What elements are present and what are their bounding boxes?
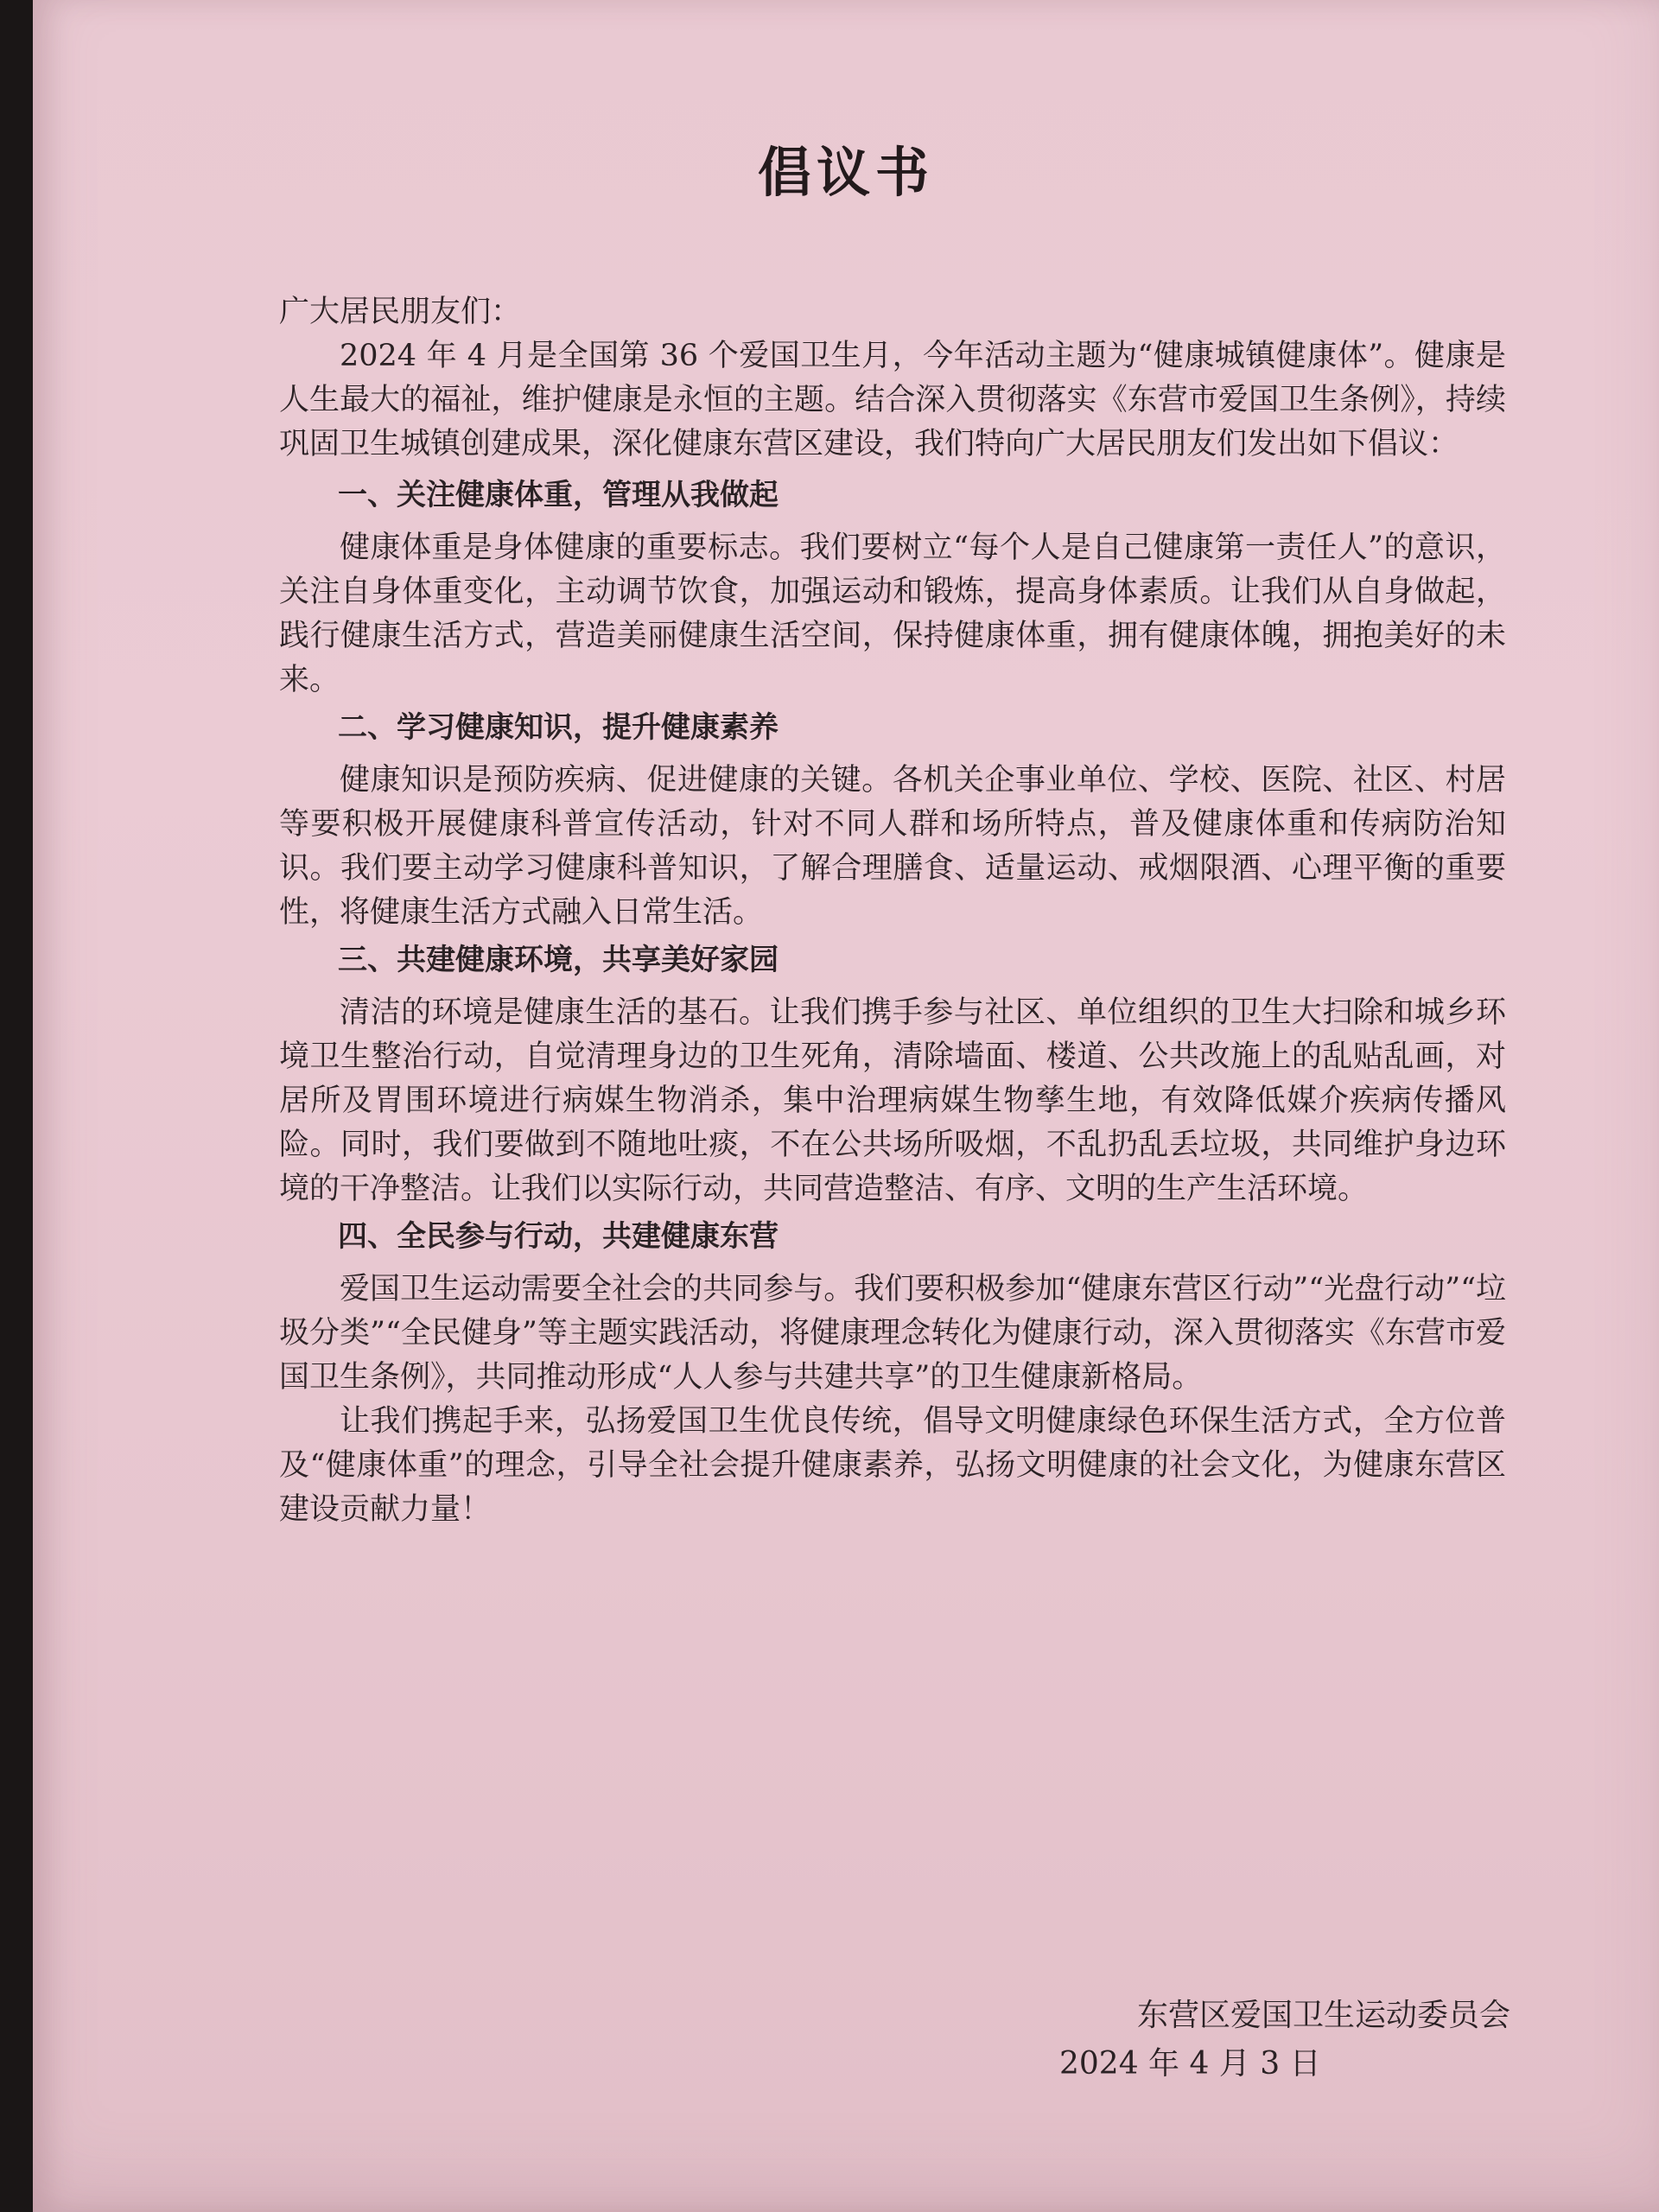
signature-date: 2024 年 4 月 3 日 [1059,2046,1321,2082]
document-body [279,290,1506,1532]
section-heading-3: 三、共建健康环境，共享美好家园 [338,943,779,977]
section-paragraph-2: 健康知识是预防疾病、促进健康的关键。各机关企事业单位、学校、医院、社区、村居等要积极开展健康科普宣传活动，针对不同人群和场所特点，普及健康体重和传病防治知识。我们要主动学习健康科普知识，了解合理膳食、适量运动、戒烟限酒、心理平衡的重要性，将健康生活方式融入日常生活。 [279,763,1506,930]
document-page [33,0,1659,2212]
section-paragraph-4: 爱国卫生运动需要全社会的共同参与。我们要积极参加“健康东营区行动”“光盘行动”“垃圾分类”“全民健身”等主题实践活动，将健康理念转化为健康行动，深入贯彻落实《东营市爱国卫生条例》，共同推动形成“人人参与共建共享”的卫生健康新格局。 [279,1272,1506,1395]
document-title: 倡议书 [757,141,934,204]
section-paragraph-1: 健康体重是身体健康的重要标志。我们要树立“每个人是自己健康第一责任人”的意识，关注自身体重变化，主动调节饮食，加强运动和锻炼，提高身体素质。让我们从自身做起，践行健康生活方式，营造美丽健康生活空间，保持健康体重，拥有健康体魄，拥抱美好的未来。 [279,531,1506,697]
greeting: 广大居民朋友们： [279,295,522,329]
section-heading-1: 一、关注健康体重，管理从我做起 [338,478,779,512]
section-heading-2: 二、学习健康知识，提升健康素养 [338,710,779,745]
signature-block [1027,1992,1510,2088]
signature-organization: 东营区爱国卫生运动委员会 [1136,1998,1510,2033]
section-paragraph-3: 清洁的环境是健康生活的基石。让我们携手参与社区、单位组织的卫生大扫除和城乡环境卫生整治行动，自觉清理身边的卫生死角，清除墙面、楼道、公共改施上的乱贴乱画，对居所及胃围环境进行病媒生物消杀，集中治理病媒生物孳生地，有效降低媒介疾病传播风险。同时，我们要做到不随地吐痰，不在公共场所吸烟，不乱扔乱丢垃圾，共同维护身边环境的干净整洁。让我们以实际行动，共同营造整洁、有序、文明的生产生活环境。 [279,995,1506,1206]
closing-paragraph: 让我们携起手来，弘扬爱国卫生优良传统，倡导文明健康绿色环保生活方式，全方位普及“健康体重”的理念，引导全社会提升健康素养，弘扬文明健康的社会文化，为健康东营区建设贡献力量！ [279,1404,1506,1527]
intro-paragraph: 2024 年 4 月是全国第 36 个爱国卫生月，今年活动主题为“健康城镇健康体”。健康是人生最大的福祉，维护健康是永恒的主题。结合深入贯彻落实《东营市爱国卫生条例》，持续巩固卫生城镇创建成果，深化健康东营区建设，我们特向广大居民朋友们发出如下倡议： [279,339,1506,461]
section-heading-4: 四、全民参与行动，共建健康东营 [338,1219,779,1254]
